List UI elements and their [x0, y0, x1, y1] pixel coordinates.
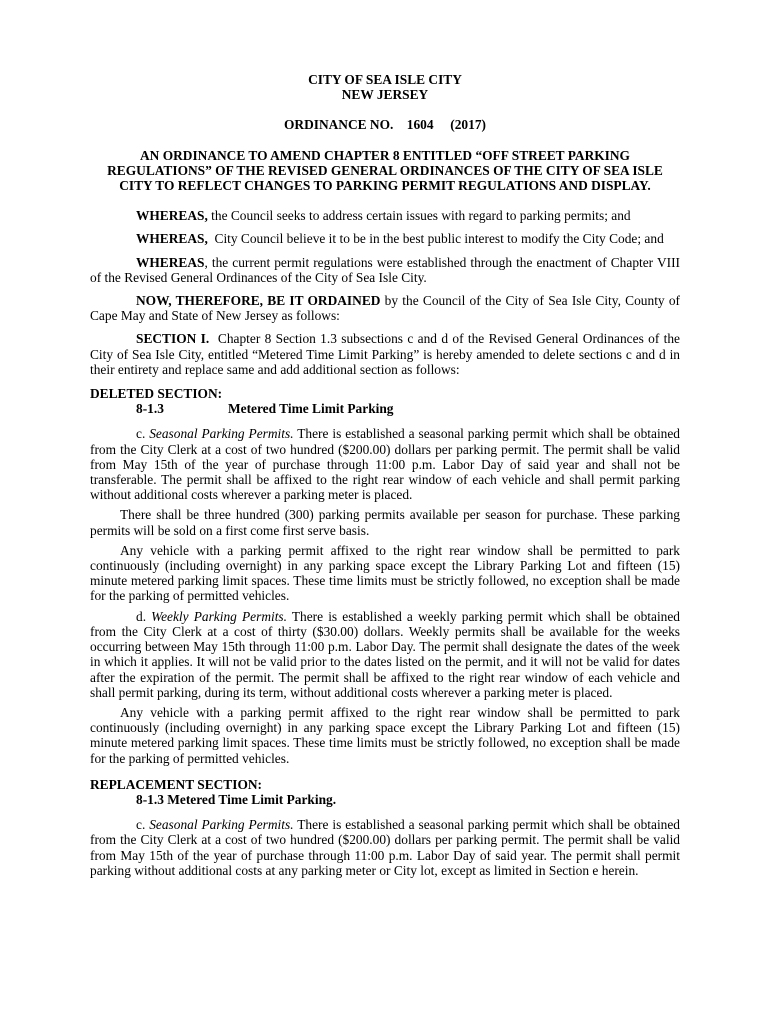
deleted-d-prefix: d. [136, 608, 152, 624]
deleted-para-3: Any vehicle with a parking permit affixed to the right rear window shall be permitted to park continuously (including overnight) in any parking space except the Library Parking Lot and fifteen (15) minute metered parking limit spaces. These time limits must be strictly followed, no exception shall be made for the parking of permitted vehicles. [90, 542, 680, 604]
ordained-clause [90, 293, 680, 323]
whereas-3-text: , the current permit regulations were established through the enactment of Chapter VIII of the Revised General Ordinances of the City of Sea Isle City. [90, 254, 680, 285]
header-state: NEW JERSEY [341, 87, 429, 103]
deleted-para-5: Any vehicle with a parking permit affixed to the right rear window shall be permitted to park continuously (including overnight) in any parking space except the Library Parking Lot and fifteen (15) minute metered parking limit spaces. These time limits must be strictly followed, no exception shall be made for the parking of permitted vehicles. [90, 704, 680, 766]
replacement-para-c [90, 817, 680, 878]
replacement-c-prefix: c. [136, 817, 150, 833]
whereas-1-lead: WHEREAS, [136, 208, 208, 224]
ordinance-number: ORDINANCE NO. 1604 (2017) [284, 117, 486, 133]
section-1-text: Chapter 8 Section 1.3 subsections c and d of the Revised General Ordinances of the City of Sea Isle City, entitled “Metered Time Limit Parking” is hereby amended to delete sections c and d in their entirety and replace same and add additional section as follows: [90, 331, 684, 377]
deleted-c-prefix: c. [136, 426, 150, 442]
replacement-section-heading: REPLACEMENT SECTION: [90, 776, 262, 792]
header-city: CITY OF SEA ISLE CITY [308, 72, 462, 87]
ordained-text: by the Council of the City of Sea Isle City, County of Cape May and State of New Jersey as follows: [90, 293, 681, 324]
section-1 [90, 331, 684, 377]
deleted-subsection-heading [90, 401, 680, 416]
deleted-para-2: There shall be three hundred (300) parking permits available per season for purchase. These parking permits will be sold on a first come first serve basis. [90, 507, 680, 538]
deleted-section-heading: DELETED SECTION: [90, 386, 223, 402]
deleted-sub-title: Metered Time Limit Parking [228, 401, 394, 417]
whereas-1-text: the Council seeks to address certain issues with regard to parking permits; and [207, 208, 631, 224]
ordinance-title: AN ORDINANCE TO AMEND CHAPTER 8 ENTITLED “OFF STREET PARKING REGULATIONS” OF THE REVISED GENERAL ORDINANCES OF THE CITY OF SEA ISLE CITY TO REFLECT CHANGES TO PARKING PERMIT REGULATIONS AND DISPLAY. [107, 147, 663, 194]
deleted-para-c [90, 426, 680, 502]
whereas-2-lead: WHEREAS, [136, 231, 208, 247]
replacement-subsection-heading: 8-1.3 Metered Time Limit Parking. [136, 791, 337, 807]
whereas-2-text: City Council believe it to be in the best public interest to modify the City Code; and [207, 231, 664, 247]
section-1-lead: SECTION I. [136, 331, 210, 347]
replacement-c-italic: Seasonal Parking Permits. [149, 817, 294, 833]
deleted-para-d [90, 609, 680, 700]
whereas-3 [90, 255, 680, 285]
whereas-1 [90, 208, 680, 223]
deleted-d-italic: Weekly Parking Permits. [151, 608, 287, 624]
deleted-c-text: There is established a seasonal parking permit which shall be obtained from the City Clerk at a cost of two hundred ($200.00) dollars per parking permit. The permit shall be valid from May 15th of the year of purchase through 11:00 p.m. Labor Day of said year and shall not be transferable. The permit shall be affixed to the right rear window of each vehicle and shall permit parking without additional costs wherever a parking meter is placed. [90, 426, 680, 503]
whereas-2 [90, 231, 680, 246]
deleted-d-text: There is established a weekly parking permit which shall be obtained from the City Clerk at a cost of thirty ($30.00) dollars. Weekly permits shall be available for the weeks occurring between May 15th through 11:00 p.m. Labor Day. The permit shall designate the dates of the week in which it applies. It will not be valid prior to the dates listed on the permit, and it will not be valid for dates after the expiration of the permit. The permit shall be affixed to the right rear window of each vehicle and shall permit parking, during its term, without additional costs wherever a parking meter is placed. [90, 608, 680, 700]
deleted-c-italic: Seasonal Parking Permits. [149, 426, 294, 442]
ordained-lead: NOW, THEREFORE, BE IT ORDAINED [136, 293, 381, 309]
document-body [90, 72, 684, 878]
whereas-3-lead: WHEREAS [136, 254, 205, 270]
replacement-c-text: There is established a seasonal parking permit which shall be obtained from the City Clerk at a cost of two hundred ($200.00) dollars per parking permit. The permit shall be valid from May 15th of the year of purchase through 11:00 p.m. Labor Day of said year. The permit shall permit parking without additional costs at any parking meter or City lot, except as limited in Section e herein. [90, 817, 680, 878]
deleted-sub-number: 8-1.3 [136, 401, 164, 417]
